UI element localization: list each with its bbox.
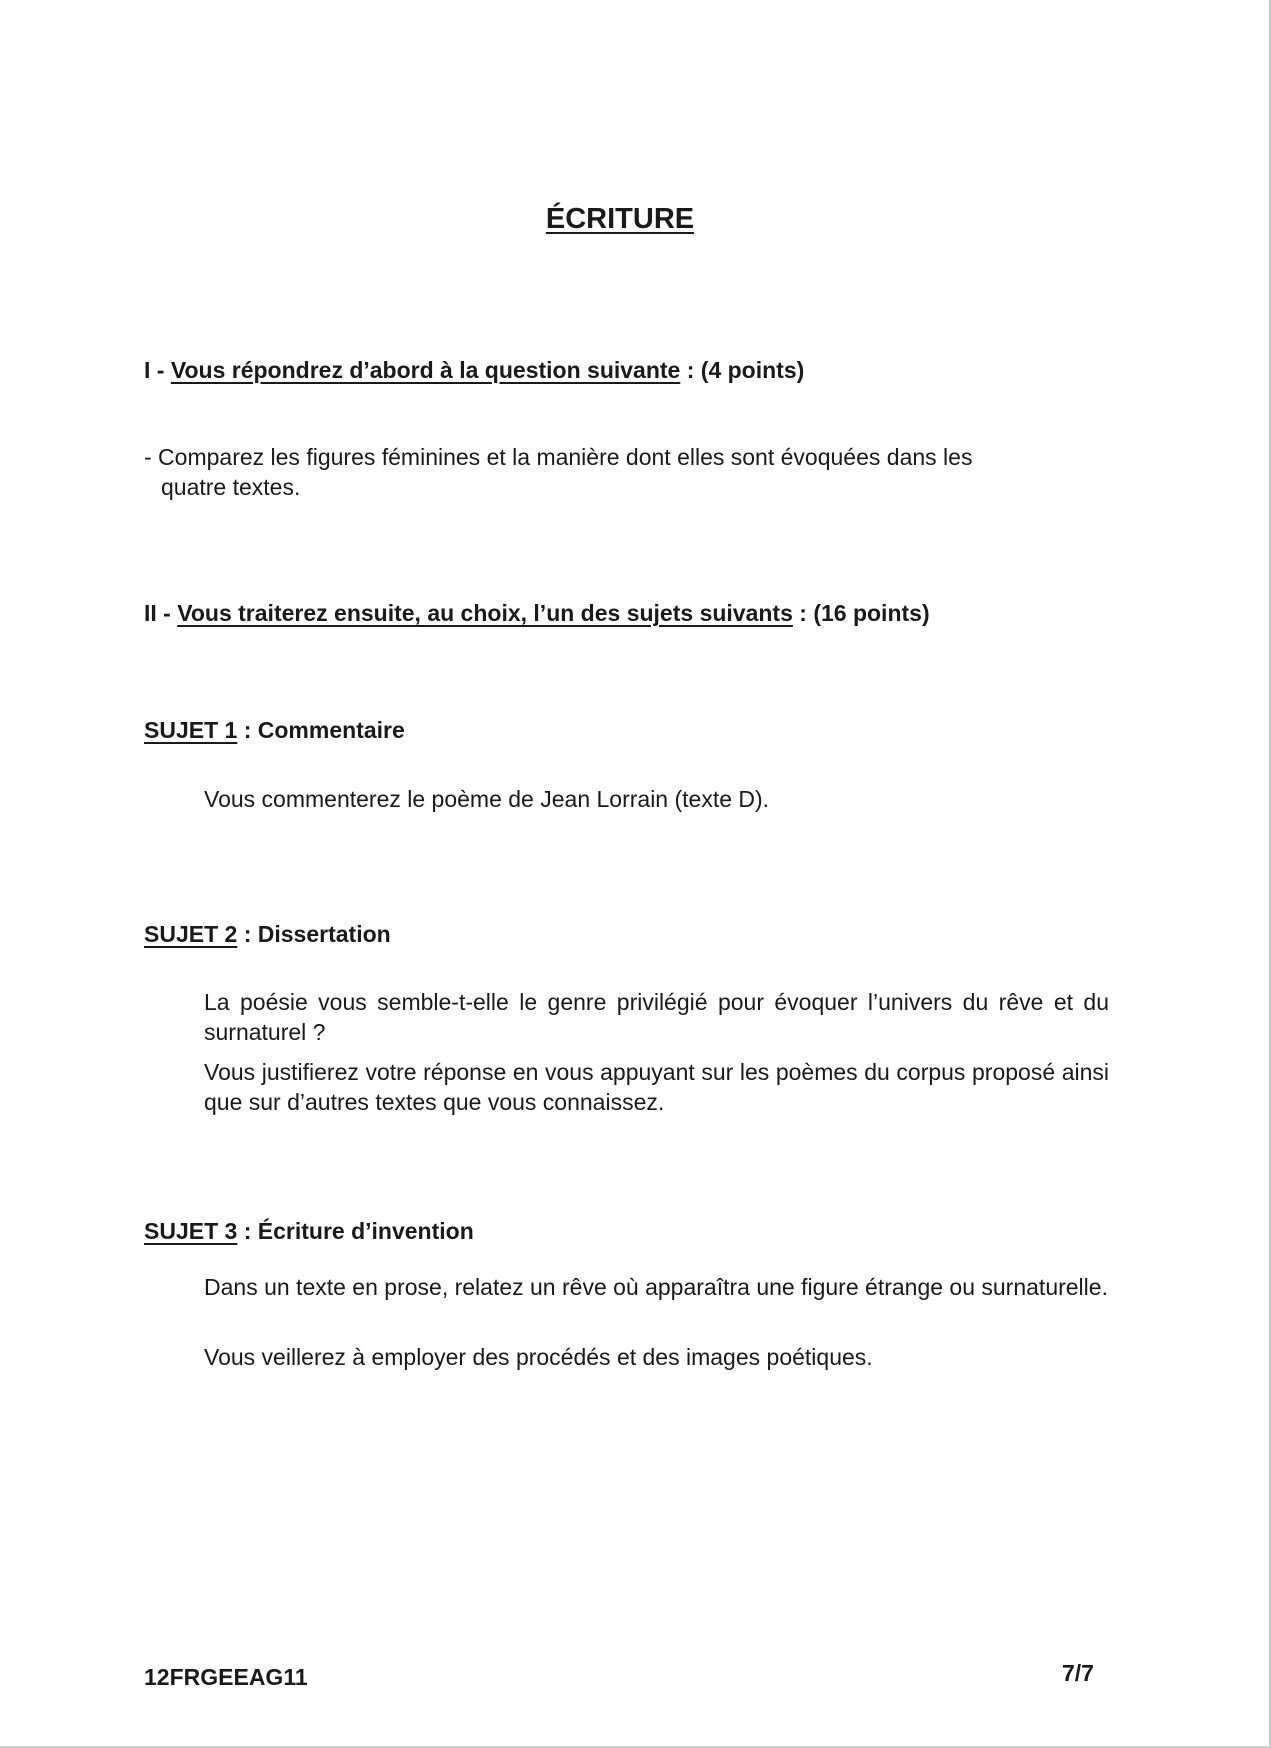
part1-question-line1: - Comparez les figures féminines et la manière dont elles sont évoquées dans les [144, 444, 973, 470]
footer-page-number: 7/7 [1062, 1660, 1094, 1686]
part2-prefix: II - [144, 600, 178, 626]
sujet1-heading [144, 717, 405, 744]
sujet3-paragraph-1: Dans un texte en prose, relatez un rêve où apparaîtra une figure étrange ou surnaturelle. [204, 1274, 1108, 1300]
sujet3-title: : Écriture d’invention [237, 1218, 474, 1244]
sujet2-title: : Dissertation [237, 921, 391, 947]
sujet2-label: SUJET 2 [144, 921, 238, 947]
part1-prefix: I - [144, 357, 171, 383]
page-title: ÉCRITURE [545, 203, 695, 235]
part2-heading [144, 600, 930, 627]
sujet2-paragraph-1: La poésie vous semble-t-elle le genre privilégié pour évoquer l’univers du rêve et du surnaturel ? [204, 989, 1109, 1045]
sujet1-title: : Commentaire [237, 717, 405, 743]
part1-heading-text: Vous répondrez d’abord à la question suivante [170, 357, 681, 383]
sujet3-label: SUJET 3 [144, 1218, 238, 1244]
part1-points: : (4 points) [680, 357, 805, 383]
footer-exam-code: 12FRGEEAG11 [144, 1664, 308, 1690]
part2-heading-text: Vous traiterez ensuite, au choix, l’un des sujets suivants [177, 600, 793, 626]
part1-question [144, 442, 1124, 502]
sujet1-text: Vous commenterez le poème de Jean Lorrain (texte D). [204, 786, 770, 812]
part2-points: : (16 points) [792, 600, 930, 626]
sujet3-paragraph-2: Vous veillerez à employer des procédés et des images poétiques. [204, 1344, 873, 1370]
sujet1-label: SUJET 1 [144, 717, 238, 743]
sujet2-heading [144, 921, 391, 948]
part1-heading [144, 357, 804, 384]
sujet2-paragraph-2: Vous justifierez votre réponse en vous appuyant sur les poèmes du corpus proposé ainsi que sur d’autres textes que vous connaissez. [204, 1059, 1109, 1115]
part1-question-line2: quatre textes. [161, 474, 301, 500]
sujet3-heading [144, 1218, 474, 1245]
